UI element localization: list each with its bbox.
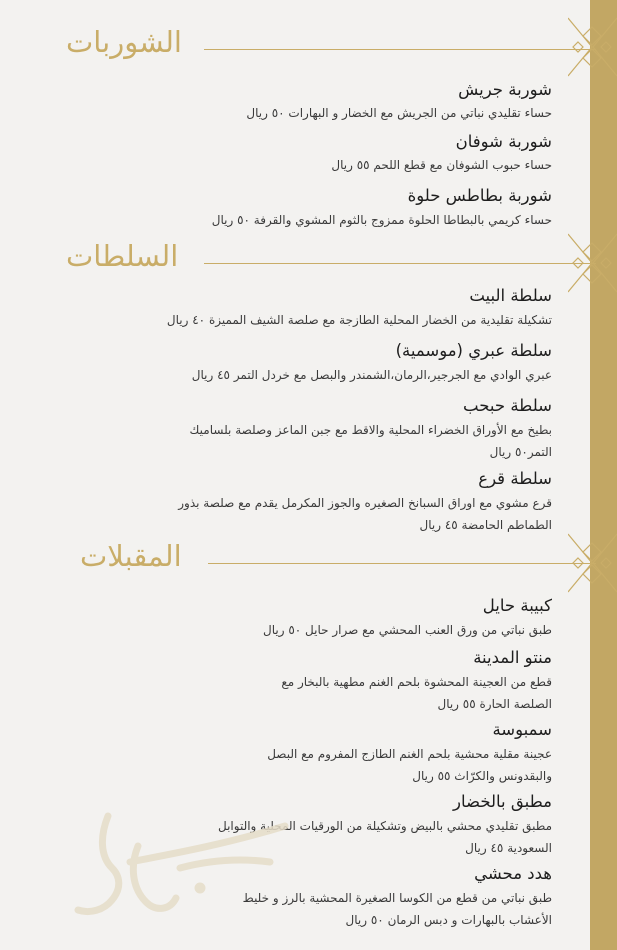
menu-item-description: السعودية ٤٥ ريال: [465, 841, 552, 855]
section-appetizers: [80, 536, 596, 576]
menu-item-description: طبق نباتي من ورق العنب المحشي مع صرار حايل ٥٠ ريال: [263, 623, 552, 637]
menu-item-description: حساء تقليدي نباتي من الجريش مع الخضار و البهارات ٥٠ ريال: [246, 106, 552, 120]
menu-item-name: منتو المدينة: [473, 648, 552, 667]
menu-item-description: قطع من العجينة المحشوة بلحم الغنم مطهية بالبخار مع: [281, 675, 552, 689]
menu-item-name: شوربة جريش: [458, 80, 552, 99]
section-salads: [66, 236, 596, 276]
menu-item-name: سلطة حبحب: [463, 396, 552, 415]
menu-item-description: والبقدونس والكرّاث ٥٥ ريال: [412, 769, 552, 783]
menu-item-name: كبيبة حايل: [482, 596, 552, 615]
menu-item-description: بطيخ مع الأوراق الخضراء المحلية والاقط مع جبن الماعز وصلصة بلساميك: [189, 423, 552, 437]
menu-item-description: عبري الوادي مع الجرجير،الرمان،الشمندر والبصل مع خردل التمر ٤٥ ريال: [191, 368, 552, 382]
menu-item-name: سلطة البيت: [469, 286, 552, 305]
menu-item-description: عجينة مقلية محشية بلحم الغنم الطازج المفروم مع البصل: [267, 747, 552, 761]
diamond-ornament-icon: [568, 530, 617, 596]
menu-item-description: مطبق تقليدي محشي بالبيض وتشكيلة من الورقيات المحلية والتوابل: [217, 819, 552, 833]
diamond-ornament-icon: [568, 14, 617, 80]
section-divider: [208, 563, 596, 564]
section-title-salads: السلطات: [66, 239, 179, 273]
menu-item-name: مطبق بالخضار: [453, 792, 552, 811]
gold-side-strip: [590, 0, 617, 950]
section-title-appetizers: المقبلات: [80, 539, 182, 573]
diamond-ornament-icon: [568, 230, 617, 296]
menu-item-description: الأعشاب بالبهارات و دبس الرمان ٥٠ ريال: [345, 913, 552, 927]
menu-item-name: هدد محشي: [474, 864, 552, 883]
calligraphy-watermark-logo: [60, 806, 290, 926]
menu-item-name: شوربة شوفان: [455, 132, 552, 151]
menu-item-name: سلطة قرع: [478, 469, 552, 488]
section-divider: [204, 263, 596, 264]
menu-item-description: حساء حبوب الشوفان مع قطع اللحم ٥٥ ريال: [331, 158, 552, 172]
section-soups: [66, 22, 596, 62]
menu-item-description: التمر٥٠ ريال: [489, 445, 552, 459]
menu-item-name: سلطة عبري (موسمية): [395, 341, 552, 360]
section-divider: [204, 49, 596, 50]
section-title-soups: الشوربات: [66, 25, 182, 59]
menu-item-name: سمبوسة: [492, 720, 552, 739]
menu-item-description: تشكيلة تقليدية من الخضار المحلية الطازجة مع صلصة الشيف المميزة ٤٠ ريال: [166, 313, 552, 327]
menu-item-name: شوربة بطاطس حلوة: [407, 186, 552, 205]
menu-item-description: حساء كريمي بالبطاطا الحلوة ممزوج بالثوم المشوي والقرفة ٥٠ ريال: [211, 213, 552, 227]
menu-item-description: الصلصة الحارة ٥٥ ريال: [437, 697, 552, 711]
menu-item-description: طبق نباتي من قطع من الكوسا الصغيرة المحشية بالرز و خليط: [242, 891, 552, 905]
menu-item-description: قرع مشوي مع اوراق السبانخ الصغيره والجوز المكرمل يقدم مع صلصة بذور: [178, 496, 552, 510]
menu-item-description: الطماطم الحامضة ٤٥ ريال: [419, 518, 552, 532]
